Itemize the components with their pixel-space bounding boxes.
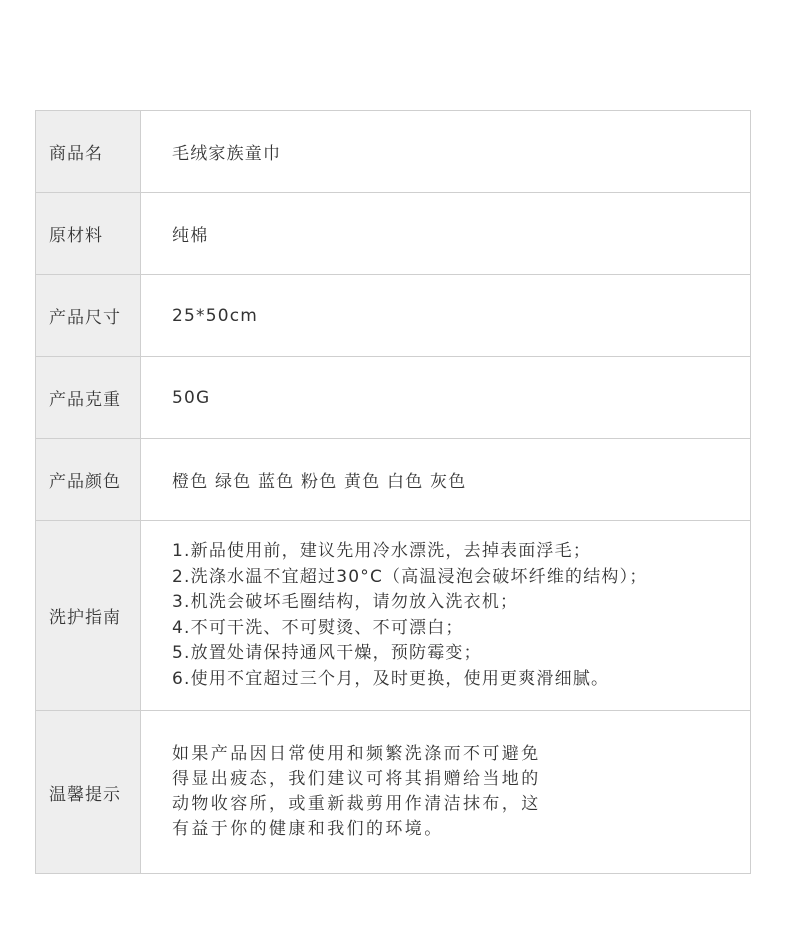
spec-label: 产品尺寸 [36,275,141,356]
product-spec-table [35,110,751,874]
care-line: 3.机洗会破坏毛圈结构，请勿放入洗衣机； [172,592,519,612]
spec-label: 商品名 [36,111,141,192]
tips-line: 如果产品因日常使用和频繁洗涤而不可避免 [172,744,541,764]
spec-value: 毛绒家族童巾 [172,144,282,164]
spec-label: 原材料 [36,193,141,274]
tips-line: 有益于你的健康和我们的环境。 [172,819,444,839]
spec-row-size [36,275,750,357]
spec-row-colors [36,439,750,521]
spec-row-weight [36,357,750,439]
spec-label: 洗护指南 [36,521,141,710]
spec-label: 温馨提示 [36,711,141,873]
care-line: 5.放置处请保持通风干燥，预防霉变； [172,643,482,663]
care-line: 4.不可干洗、不可熨烫、不可漂白； [172,617,464,638]
tips-line: 动物收容所，或重新裁剪用作清洁抹布，这 [172,794,541,814]
spec-row-product-name [36,111,750,193]
spec-row-material [36,193,750,275]
care-line: 2.洗涤水温不宜超过30°C（高温浸泡会破坏纤维的结构）； [172,566,648,587]
spec-value: 50G [172,387,211,408]
spec-label: 产品颜色 [36,439,141,520]
tips-text [141,711,750,873]
care-instructions [141,521,750,710]
tips-line: 得显出疲态，我们建议可将其捐赠给当地的 [172,769,541,789]
spec-value: 纯棉 [172,226,209,246]
spec-value: 橙色 绿色 蓝色 粉色 黄色 白色 灰色 [172,472,467,492]
spec-row-care-guide [36,521,750,711]
care-line: 1.新品使用前，建议先用冷水漂洗，去掉表面浮毛； [172,541,592,561]
care-line: 6.使用不宜超过三个月，及时更换，使用更爽滑细腻。 [172,668,610,689]
spec-row-friendly-tips [36,711,750,873]
spec-label: 产品克重 [36,357,141,438]
spec-value: 25*50cm [172,305,259,326]
